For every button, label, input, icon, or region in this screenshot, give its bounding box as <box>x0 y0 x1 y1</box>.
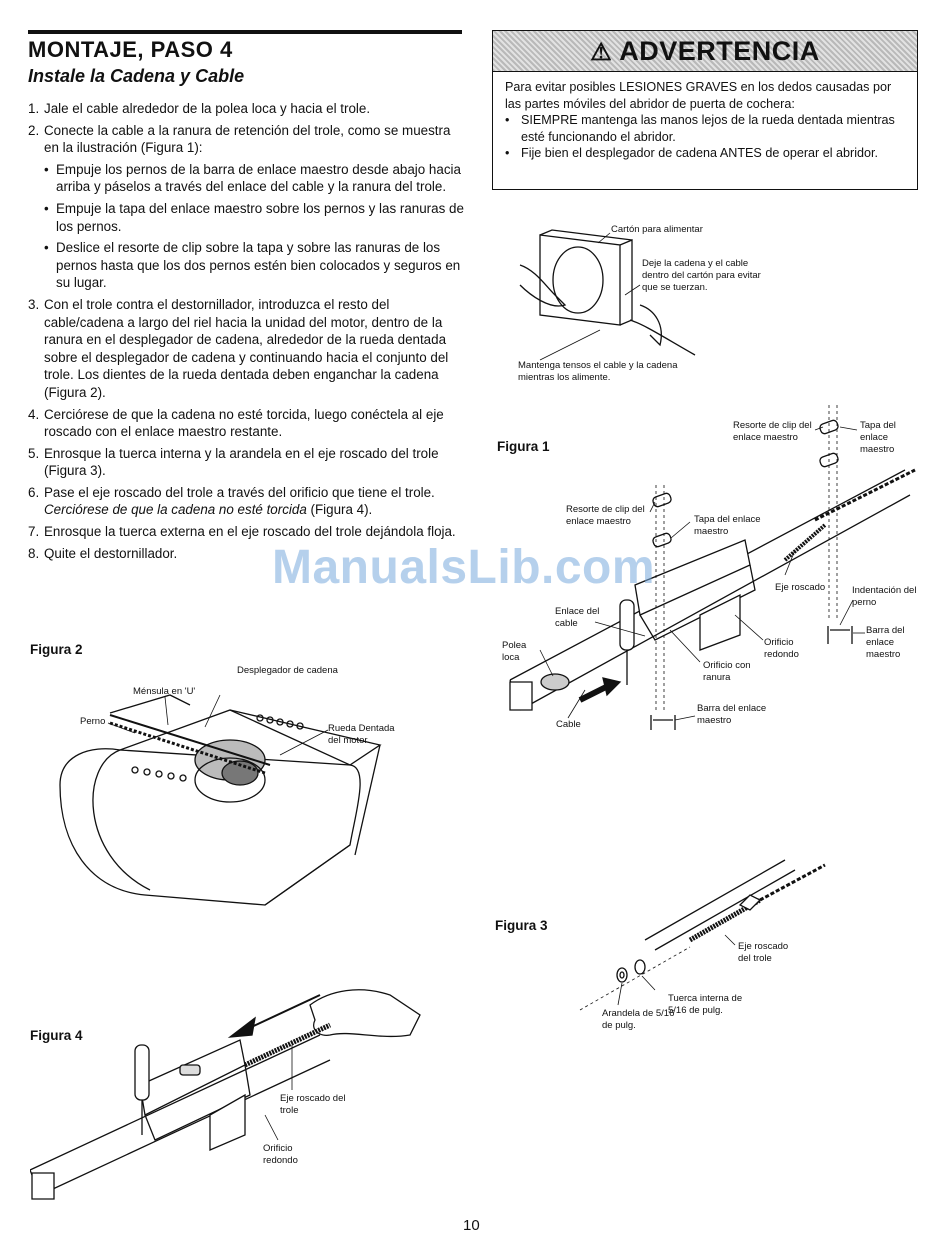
page-title: MONTAJE, PASO 4 <box>28 37 233 62</box>
step-number: 2. <box>28 122 40 138</box>
substep-item <box>28 239 468 292</box>
warning-box <box>492 30 918 190</box>
watermark: ManualsLib.com <box>272 541 656 594</box>
step-text: (Figura 4). <box>310 502 373 518</box>
fig1-caption-polea: Polea loca <box>502 640 527 663</box>
step-item <box>28 484 468 519</box>
warning-intro: Para evitar posibles LESIONES GRAVES en los dedos causadas por las partes móviles del abridor de puerta de cochera: <box>505 80 892 111</box>
fig1-caption-carton: Cartón para alimentar <box>611 224 703 235</box>
figure-3-label: Figura 3 <box>495 918 548 933</box>
fig1-caption-resorte-mid: Resorte de clip del enlace maestro <box>566 504 645 527</box>
step-text: Cerciórese de que la cadena no esté torcida, luego conéctela al eje roscado con el enlace maestro restante. <box>44 406 444 440</box>
step-number: 3. <box>28 296 40 312</box>
fig2-caption-desplegador: Desplegador de cadena <box>237 665 338 676</box>
warning-header <box>493 31 917 72</box>
step-number: 4. <box>28 406 40 422</box>
substep-text: Empuje los pernos de la barra de enlace maestro desde abajo hacia arriba y páselos a través del enlace del cable y la ranura del trole. <box>56 161 461 195</box>
step-text: Quite el destornillador. <box>44 545 178 561</box>
fig4-caption-eje: Eje roscado del trole <box>280 1093 346 1116</box>
substep-item <box>28 161 468 196</box>
warning-item: • SIEMPRE mantenga las manos lejos de la rueda dentada mientras esté funcionando el abridor. <box>505 113 895 144</box>
fig1-caption-tapa-top: Tapa del enlace maestro <box>860 420 896 455</box>
fig1-caption-indentacion: Indentación del perno <box>852 585 917 608</box>
page-subtitle: Instale la Cadena y Cable <box>28 66 245 86</box>
fig1-caption-barra-right: Barra del enlace maestro <box>866 625 905 660</box>
figure-4-drawing <box>30 985 430 1210</box>
fig1-caption-eje: Eje roscado <box>775 582 826 593</box>
warning-triangle-icon: ⚠ <box>590 39 613 66</box>
step-text: Conecte la cable a la ranura de retención del trole, como se muestra en la ilustración (Figura 1): <box>44 122 451 156</box>
step-text: Enrosque la tuerca externa en el eje roscado del trole dejándola floja. <box>44 524 456 540</box>
step-number: 5. <box>28 445 40 461</box>
substep-text: Deslice el resorte de clip sobre la tapa y sobre las ranuras de los pernos hasta que los dos pernos estén bien colocados y seguros en su lugar. <box>56 240 461 291</box>
fig3-caption-tuerca: Tuerca interna de 5/16 de pulg. <box>668 993 743 1016</box>
fig2-caption-rueda: Rueda Dentada del motor <box>328 723 395 746</box>
step-number: 1. <box>28 101 40 116</box>
page-number: 10 <box>463 1217 480 1234</box>
fig1-caption-tapa-mid: Tapa del enlace maestro <box>694 514 761 537</box>
warning-body <box>505 79 909 162</box>
step-text-italic: Cerciórese de que la cadena no esté torcida <box>44 502 307 518</box>
bullet: • <box>505 146 510 160</box>
step-text: Pase el eje roscado del trole a través del orificio que tiene el trole. <box>44 484 435 500</box>
fig2-caption-mensula: Ménsula en 'U' <box>133 686 196 697</box>
fig1-caption-barra-bottom: Barra del enlace maestro <box>697 703 767 726</box>
step-number: 7. <box>28 524 40 540</box>
figure-1-label: Figura 1 <box>497 439 550 454</box>
figure-2-label: Figura 2 <box>30 642 83 657</box>
warning-title: ⚠ ADVERTENCIA <box>590 36 820 66</box>
fig1-caption-cable: Cable <box>556 719 581 730</box>
figure-2-drawing <box>50 655 450 915</box>
step-item <box>28 100 468 118</box>
bullet: • <box>44 240 49 256</box>
bullet: • <box>44 200 49 216</box>
fig2-caption-perno: Perno <box>80 716 106 727</box>
fig3-caption-eje: Eje roscado del trole <box>738 941 789 964</box>
figure-1-carton-drawing <box>510 225 710 365</box>
fig1-caption-mantenga: Mantenga tensos el cable y la cadena mientras los alimente. <box>518 360 678 383</box>
step-item <box>28 523 468 541</box>
step-text: Jale el cable alrededor de la polea loca y hacia el trole. <box>44 101 371 116</box>
step-number: 8. <box>28 545 40 561</box>
bullet: • <box>505 113 510 127</box>
step-item <box>28 122 468 157</box>
fig1-caption-enlace-cable: Enlace del cable <box>555 606 600 629</box>
warning-item: • Fije bien el desplegador de cadena ANTES de operar el abridor. <box>505 146 879 160</box>
figure-4-label: Figura 4 <box>30 1028 83 1043</box>
step-item <box>28 296 468 402</box>
instruction-list <box>28 100 468 566</box>
fig1-caption-resorte-top: Resorte de clip del enlace maestro <box>733 420 812 443</box>
step-item <box>28 406 468 441</box>
substep-text: Empuje la tapa del enlace maestro sobre los pernos y las ranuras de los pernos. <box>56 200 464 234</box>
step-text: Enrosque la tuerca interna y la arandela en el eje roscado del trole (Figura 3). <box>44 445 439 479</box>
header-rule <box>28 30 462 34</box>
bullet: • <box>44 161 49 177</box>
fig1-caption-orificio-ranura: Orificio con ranura <box>703 660 751 683</box>
step-text: Con el trole contra el destornillador, introduzca el resto del cable/cadena a largo del riel hacia la unidad del motor, dentro de la ranura en el desplegador de cadena, alrededor de la rueda dentada sobre el desplegador de cadena y continuando hacia el conjunto del trole. Los dientes de la rueda dentada deben enganchar la cadena (Figura 2). <box>44 296 449 400</box>
fig4-caption-orificio: Orificio redondo <box>263 1143 298 1166</box>
fig1-caption-orificio-redondo: Orificio redondo <box>764 637 799 660</box>
fig3-caption-arandela: Arandela de 5/16 de pulg. <box>602 1008 675 1031</box>
step-number: 6. <box>28 484 40 500</box>
fig1-caption-deje: Deje la cadena y el cable dentro del cartón para evitar que se tuerzan. <box>642 258 761 293</box>
substep-item <box>28 200 468 235</box>
step-item <box>28 445 468 480</box>
